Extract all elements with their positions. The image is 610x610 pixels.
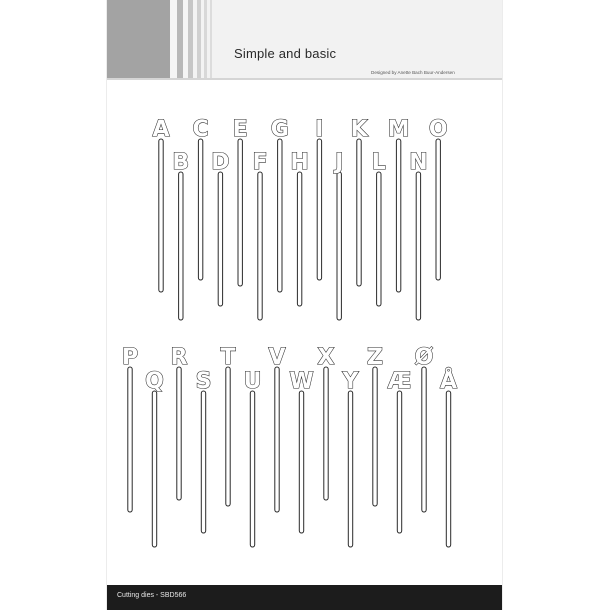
letter-stick xyxy=(446,391,450,547)
die-letter: Å xyxy=(439,369,458,394)
die-letter: Z xyxy=(367,345,383,370)
product-card xyxy=(107,0,502,610)
die-letter: G xyxy=(270,117,289,142)
die-letter: Q xyxy=(145,369,164,394)
letter-stick xyxy=(128,367,132,512)
designer-credit: Designed by Anette Bach Buur-Andersen xyxy=(371,70,455,75)
letter-stick xyxy=(201,391,205,533)
letter-stick xyxy=(324,367,328,500)
letter-stick xyxy=(258,172,262,320)
die-letter: H xyxy=(290,150,309,175)
letter-stick xyxy=(152,391,156,547)
letter-stick xyxy=(198,139,202,280)
header-banner xyxy=(107,0,502,80)
letter-stick xyxy=(377,172,381,306)
die-letter: F xyxy=(252,150,268,175)
die-letter: M xyxy=(387,117,410,142)
letter-stick xyxy=(177,367,181,500)
letter-stick xyxy=(416,172,420,320)
letter-stick xyxy=(250,391,254,547)
letter-stick xyxy=(238,139,242,286)
letter-stick xyxy=(275,367,279,512)
letter-stick xyxy=(357,139,361,286)
letter-stick xyxy=(299,391,303,533)
die-letter: Y xyxy=(342,369,359,394)
die-letter: D xyxy=(211,150,230,175)
die-letter: N xyxy=(409,150,428,175)
die-row-top xyxy=(152,117,447,320)
die-letter: S xyxy=(195,369,212,394)
letter-stick xyxy=(278,139,282,292)
letter-stick xyxy=(436,139,440,280)
brand-title: Simple and basic xyxy=(234,46,337,61)
die-letter: T xyxy=(220,345,236,370)
letter-stick xyxy=(373,367,377,506)
letter-stick xyxy=(179,172,183,320)
die-letter: I xyxy=(315,117,324,142)
die-letter: C xyxy=(192,117,209,142)
letter-stick xyxy=(159,139,163,292)
die-letter: R xyxy=(170,345,188,370)
letter-stick xyxy=(337,172,341,320)
die-letter: W xyxy=(289,369,314,394)
alphabet-dies xyxy=(107,82,502,582)
letter-stick xyxy=(218,172,222,306)
die-letter: E xyxy=(232,117,248,142)
die-letter: A xyxy=(152,117,170,142)
die-letter: V xyxy=(268,345,286,370)
stripe-pattern xyxy=(107,0,502,80)
letter-stick xyxy=(397,391,401,533)
die-letter: Æ xyxy=(387,369,412,394)
die-letter: Ø xyxy=(414,345,434,370)
die-letter: P xyxy=(121,345,139,370)
die-letter: U xyxy=(243,369,262,394)
die-row-bottom xyxy=(122,345,457,547)
letter-stick xyxy=(422,367,426,512)
letter-stick xyxy=(226,367,230,506)
letter-stick xyxy=(396,139,400,292)
die-letter: O xyxy=(428,117,448,142)
die-letter: J xyxy=(335,150,344,175)
die-letter: X xyxy=(317,345,335,370)
product-code: Cutting dies - SBD566 xyxy=(117,592,187,599)
footer-bar xyxy=(107,585,502,610)
die-letter: L xyxy=(371,150,386,175)
die-letter: K xyxy=(350,117,368,142)
letter-stick xyxy=(297,172,301,306)
letter-stick xyxy=(317,139,321,280)
letter-stick xyxy=(348,391,352,547)
die-letter: B xyxy=(172,150,190,175)
